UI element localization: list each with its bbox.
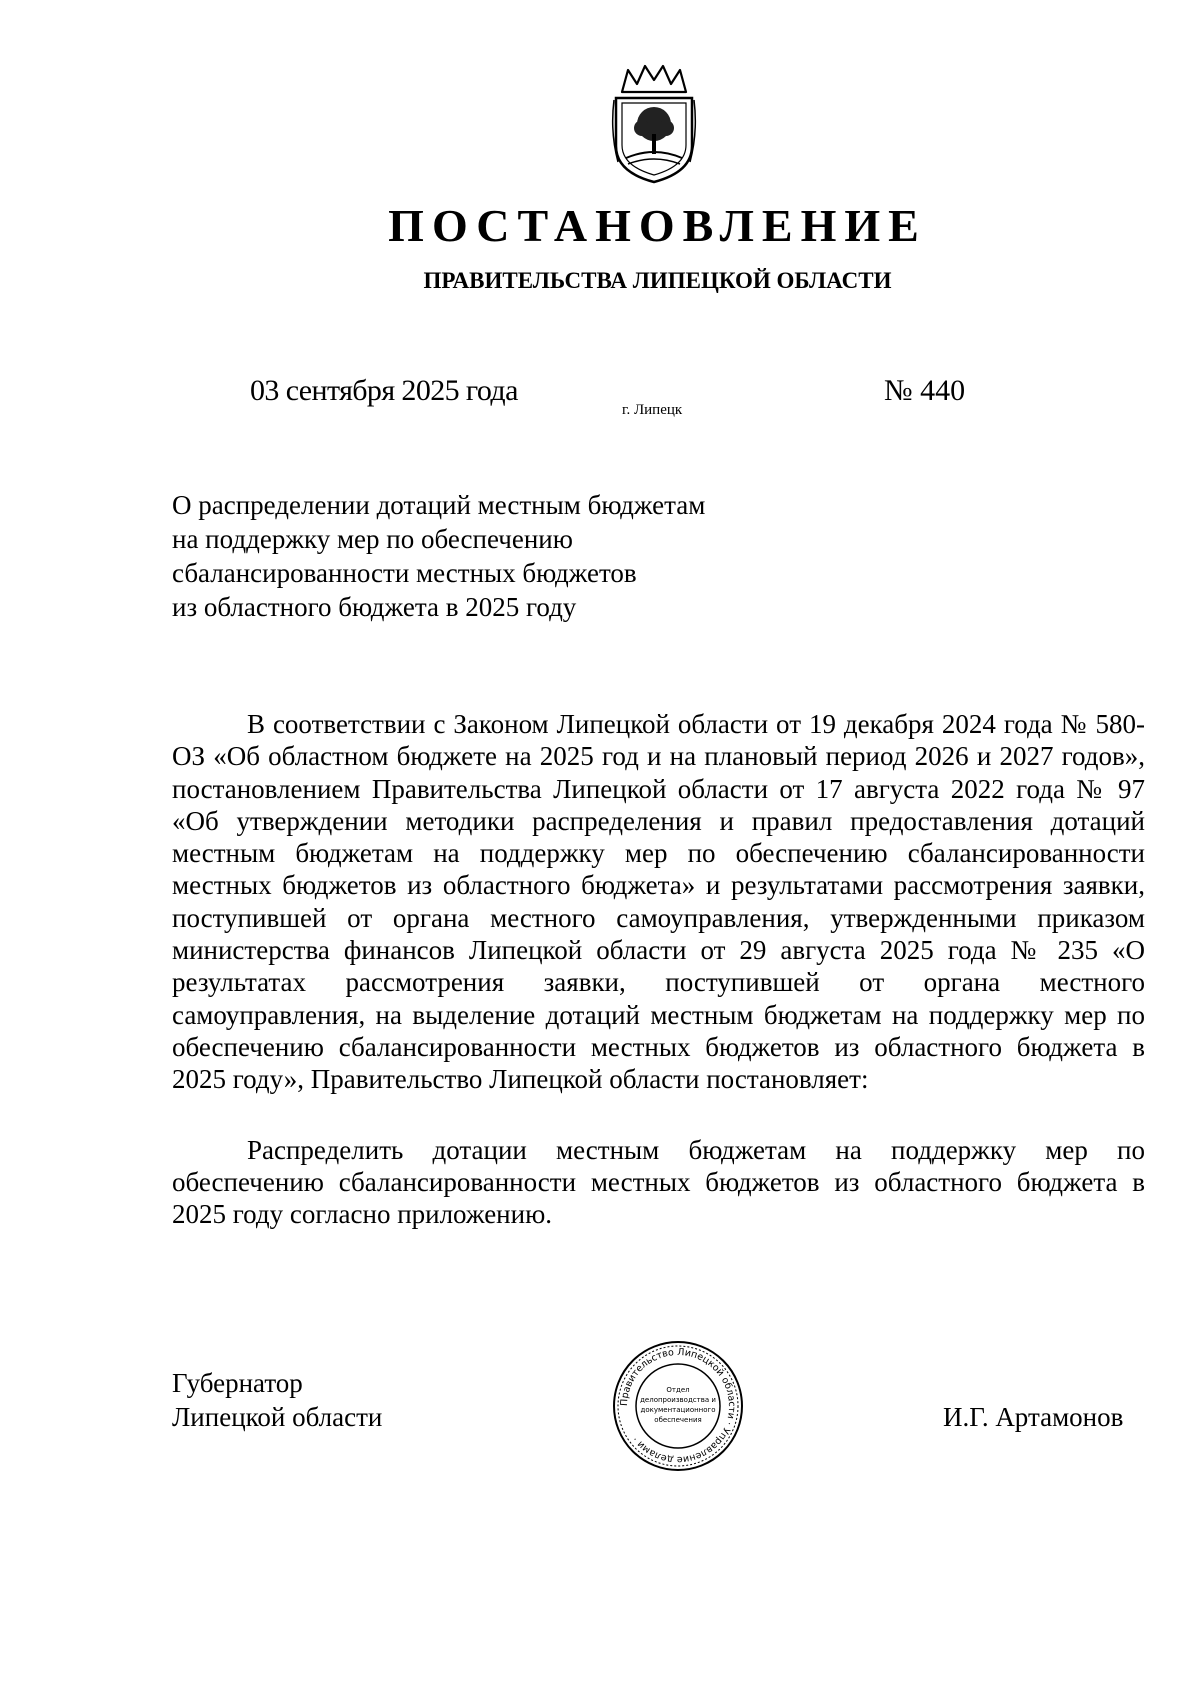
seal-inner-line: делопроизводства и [640,1396,716,1404]
signatory-name: И.Г. Артамонов [943,1402,1124,1432]
official-seal-stamp [610,1338,746,1474]
coat-of-arms-icon [608,62,700,186]
seal-outer-text: Правительство Липецкой области · Управление делами · [618,1346,738,1466]
document-number: № 440 [884,374,966,407]
seal-inner-line: документационного [640,1406,716,1414]
body-paragraph: В соответствии с Законом Липецкой области от 19 декабря 2024 года № 580-ОЗ «Об областном бюджете на 2025 год и на плановый период 2026 и 2027 годов», постановлением Правительства Липецкой области от 17 августа 2022 года № 97 «Об утверждении методики распределения и правил предоставления дотаций местным бюджетам на поддержку мер по обеспечению сбалансированности местных бюджетов из областного бюджета» и результатами рассмотрения заявки, поступившей от органа местного самоуправления, утвержденными приказом министерства финансов Липецкой области от 29 августа 2025 года № 235 «О результатах рассмотрения заявки, поступившей от органа местного самоуправления, на выделение дотаций местным бюджетам на поддержку мер по обеспечению сбалансированности местных бюджетов из областного бюджета в 2025 году», Правительство Липецкой области постановляет: [172,709,1145,1095]
document-city: г. Липецк [622,402,683,418]
document-date: 03 сентября 2025 года [250,374,518,407]
subject-line: на поддержку мер по обеспечению [172,524,573,554]
seal-inner-line: Отдел [666,1386,690,1394]
signatory-title [172,1366,382,1434]
body-paragraph: Распределить дотации местным бюджетам на поддержку мер по обеспечению сбалансированности местных бюджетов из областного бюджета в 2025 году согласно приложению. [172,1134,1145,1230]
subject-line: из областного бюджета в 2025 году [172,592,577,622]
signatory-role-line: Губернатор [172,1368,303,1398]
document-subject [172,488,872,624]
subject-line: О распределении дотаций местным бюджетам [172,490,706,520]
subject-line: сбалансированности местных бюджетов [172,558,637,588]
signatory-role-line: Липецкой области [172,1402,383,1432]
document-title: ПОСТАНОВЛЕНИЕ [388,200,927,251]
document-body [172,708,1145,1268]
issuing-authority: ПРАВИТЕЛЬСТВА ЛИПЕЦКОЙ ОБЛАСТИ [423,268,892,293]
seal-inner-line: обеспечения [654,1416,702,1424]
